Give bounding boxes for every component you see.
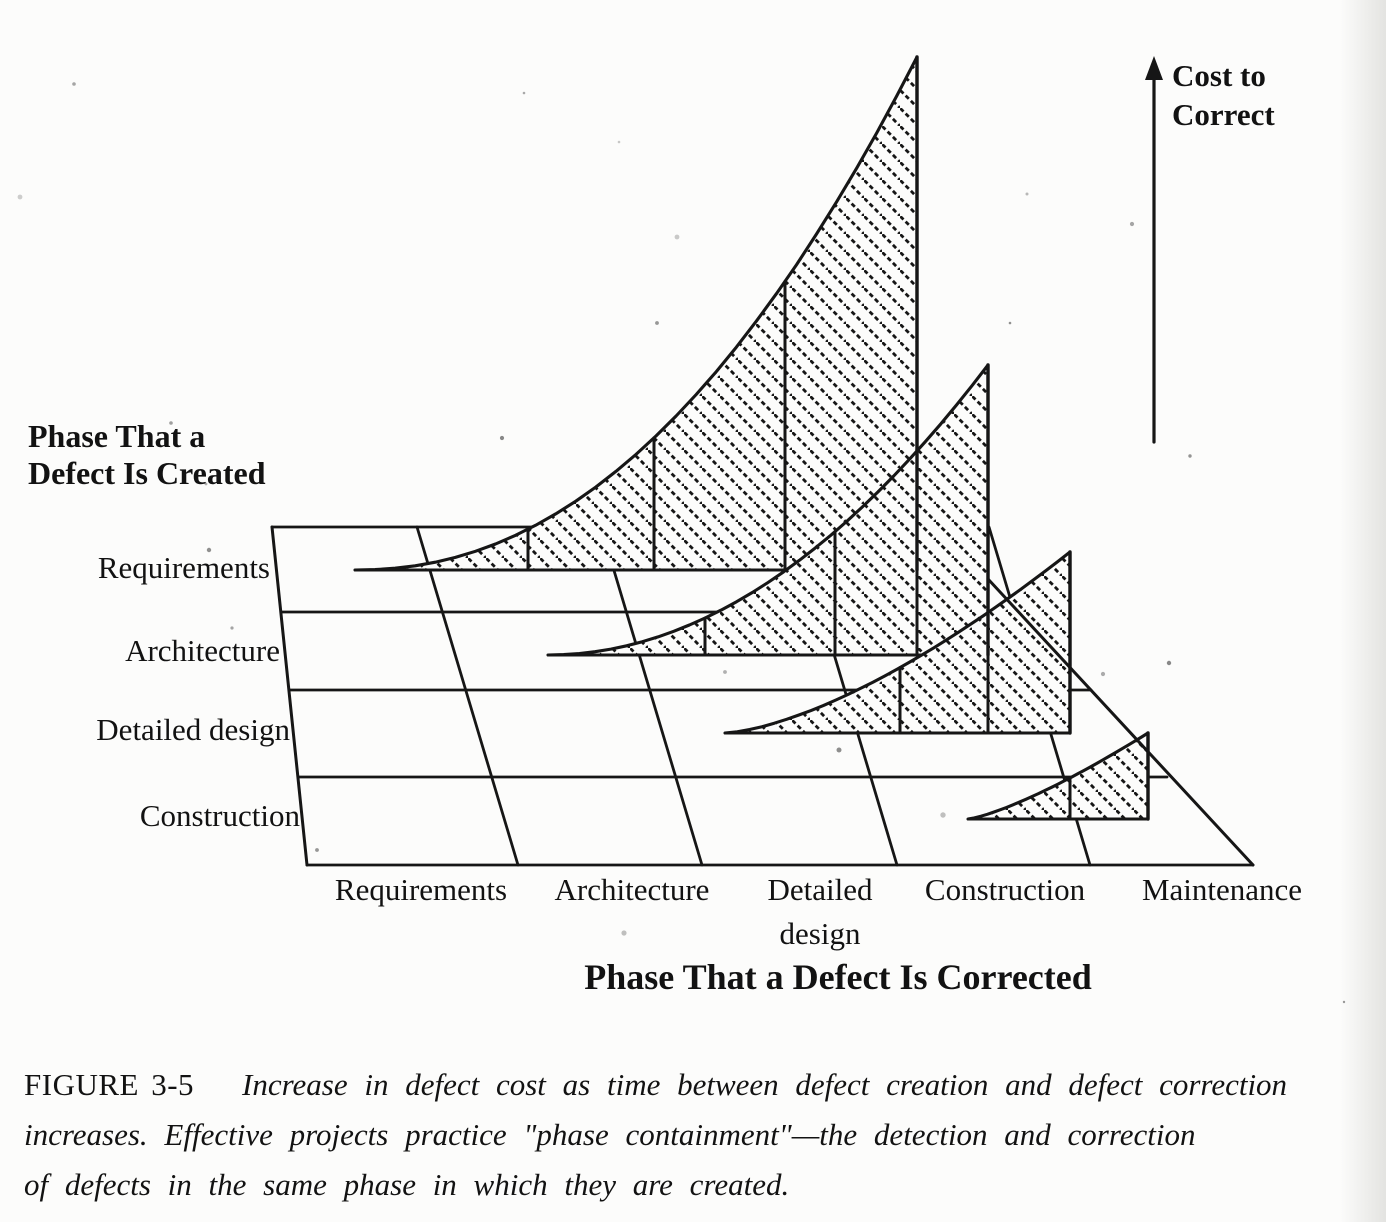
scan-noise-speck xyxy=(1101,672,1105,676)
scan-noise-speck xyxy=(675,235,680,240)
corrected-phase-label-construction: Construction xyxy=(924,872,1086,907)
created-axis-title-line1: Phase That a xyxy=(28,418,206,454)
grid-column-line-0 xyxy=(417,527,518,865)
scan-noise-speck xyxy=(1026,193,1029,196)
cost-curve-requirements xyxy=(355,57,917,570)
scan-noise-speck xyxy=(940,812,945,817)
corrected-axis-title: Phase That a Defect Is Corrected xyxy=(584,957,1092,997)
scan-noise-speck xyxy=(230,626,233,629)
created-phase-label-detailed-design: Detailed design xyxy=(96,712,290,747)
scan-noise-speck xyxy=(1167,661,1171,665)
created-phase-label-architecture: Architecture xyxy=(125,633,280,668)
corrected-phase-label-maintenance: Maintenance xyxy=(1141,872,1303,907)
scan-noise-speck xyxy=(655,321,659,325)
cost-axis-arrow-head xyxy=(1145,56,1163,80)
created-axis-title-line2: Defect Is Created xyxy=(28,455,266,491)
figure-caption-tag: FIGURE 3-5 xyxy=(24,1067,195,1102)
scan-noise-speck xyxy=(723,670,727,674)
scan-noise-speck xyxy=(1009,322,1012,325)
corrected-phase-label-detailed: Detailed xyxy=(767,872,873,907)
corrected-phase-label-requirements: Requirements xyxy=(334,872,508,907)
scan-noise-speck xyxy=(500,436,504,440)
scan-noise-speck xyxy=(1188,454,1191,457)
figure-caption-line2: increases. Effective projects practice "phase containment"—the detection and correction xyxy=(24,1117,1196,1152)
scan-noise-speck xyxy=(72,82,76,86)
cost-axis-label-line1: Cost to xyxy=(1172,58,1266,93)
scan-noise-speck xyxy=(18,195,23,200)
scan-noise-speck xyxy=(837,748,842,753)
created-phase-label-construction: Construction xyxy=(139,798,300,833)
scan-noise-speck xyxy=(523,92,526,95)
grid-column-line-1 xyxy=(601,527,702,865)
figure-caption-line1-text: Increase in defect cost as time between defect creation and defect correction xyxy=(242,1067,1288,1102)
corrected-phase-label-design: design xyxy=(779,916,861,951)
corrected-phase-label-architecture: Architecture xyxy=(554,872,710,907)
created-axis-title xyxy=(28,418,266,492)
scan-noise-speck xyxy=(621,930,626,935)
scan-noise-speck xyxy=(618,141,621,144)
figure-caption-line1 xyxy=(24,1066,1368,1104)
scan-edge-shadow xyxy=(1340,0,1386,1222)
created-phase-label-requirements: Requirements xyxy=(97,550,270,585)
scan-noise-speck xyxy=(1130,222,1134,226)
cost-axis-label xyxy=(1172,56,1275,134)
figure-caption-line3: of defects in the same phase in which they are created. xyxy=(24,1167,790,1202)
cost-axis-label-line2: Correct xyxy=(1172,97,1275,132)
scan-noise-speck xyxy=(315,848,319,852)
